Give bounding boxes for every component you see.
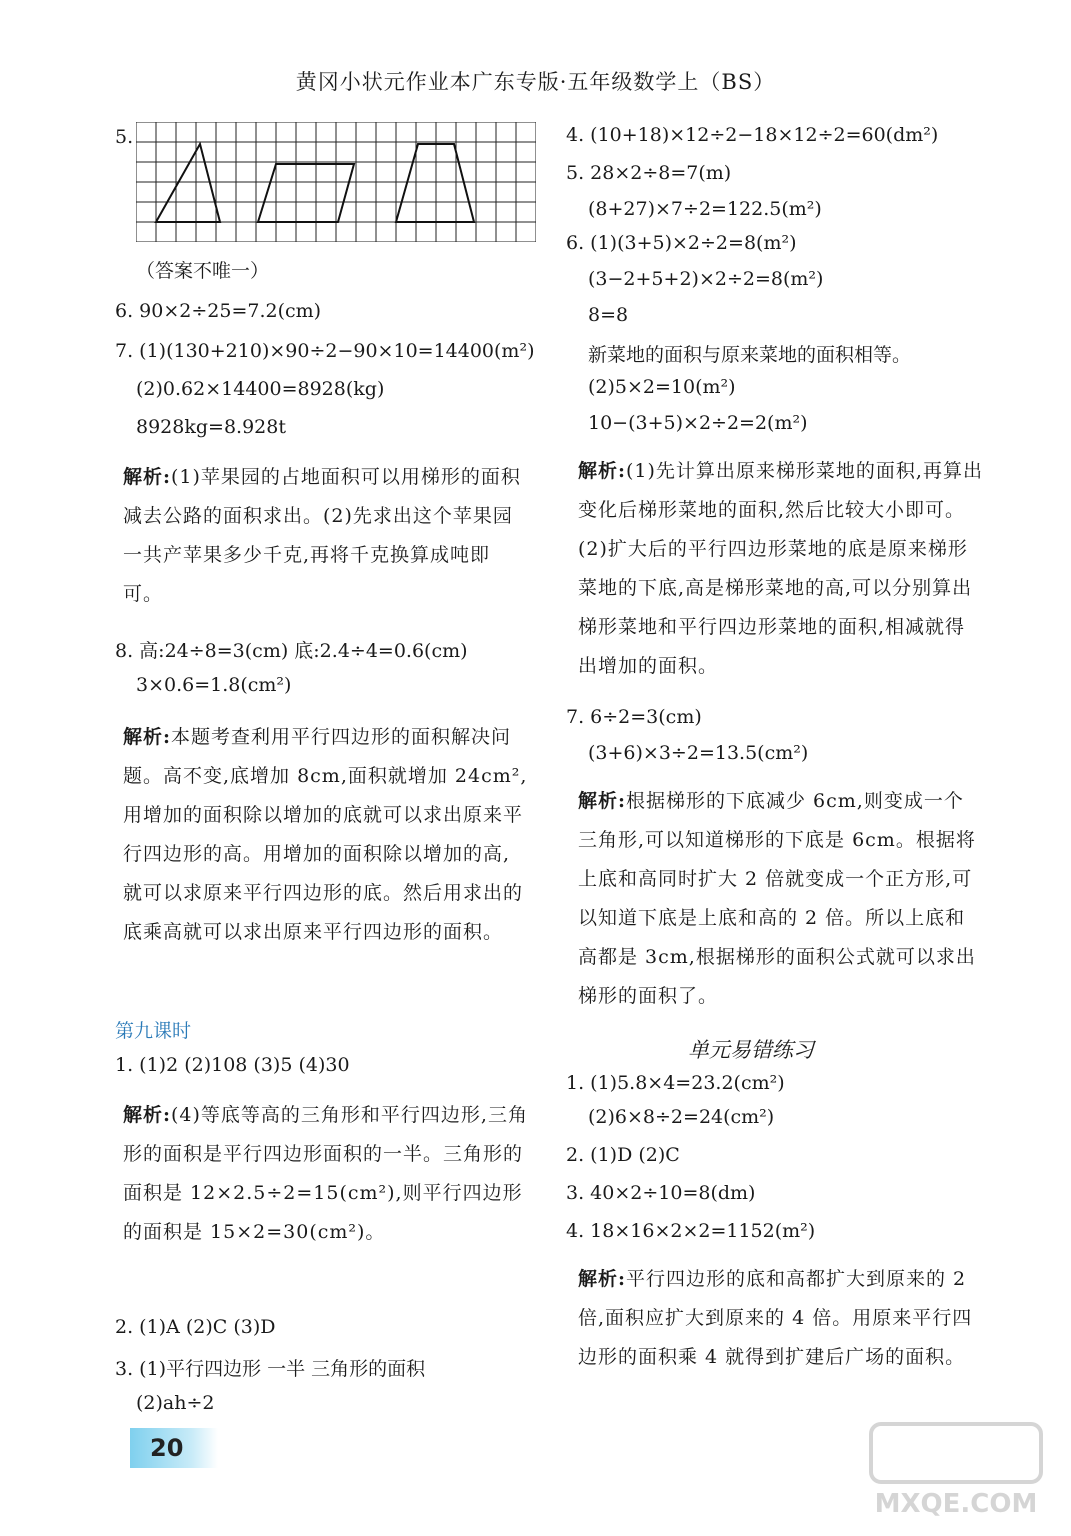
r6-answer-6: 10−(3+5)×2÷2=2(m²) [588,412,808,434]
unit-title: 单元易错练习 [688,1038,814,1062]
s2-answer: 2. (1)A (2)C (3)D [115,1316,276,1338]
s3-answer-2: (2)ah÷2 [136,1392,215,1414]
svg-text:MXQE.COM: MXQE.COM [874,1489,1038,1519]
q5-note: （答案不唯一） [136,260,270,282]
u1-answer-1: 1. (1)5.8×4=23.2(cm²) [566,1072,785,1094]
section-title: 第九课时 [115,1020,192,1042]
q8-analysis: 解析:本题考查利用平行四边形的面积解决问题。高不变,底增加 8cm,面积就增加 24cm²,用增加的面积除以增加的底就可以求出原来平行四边形的高。用增加的面积除以增加的高,就可以求原来平行四边形的底。然后用求出的底乘高就可以求出原来平行四边形的面积。 [123,726,528,943]
q6-answer: 6. 90×2÷25=7.2(cm) [115,300,322,322]
q8-answer-2: 3×0.6=1.8(cm²) [136,674,292,696]
r6-answer-2: (3−2+5+2)×2÷2=8(m²) [588,268,824,290]
r6-answer-1: 6. (1)(3+5)×2÷2=8(m²) [566,232,797,254]
r6-answer-5: (2)5×2=10(m²) [588,376,736,398]
q7-analysis: 解析:(1)苹果园的占地面积可以用梯形的面积减去公路的面积求出。(2)先求出这个苹果园一共产苹果多少千克,再将千克换算成吨即可。 [123,466,521,605]
r7-answer-1: 7. 6÷2=3(cm) [566,706,702,728]
page-header: 黄冈小状元作业本广东专版·五年级数学上（BS） [295,70,776,94]
u2-answer: 2. (1)D (2)C [566,1144,680,1166]
s1-analysis: 解析:(4)等底等高的三角形和平行四边形,三角形的面积是平行四边形面积的一半。三角形的面积是 12×2.5÷2=15(cm²),则平行四边形的面积是 15×2=30(cm²)。 [123,1104,528,1243]
r6-answer-3: 8=8 [588,304,629,326]
q7-answer-1: 7. (1)(130+210)×90÷2−90×10=14400(m²) [115,340,535,362]
page-number: 20 [130,1428,218,1468]
u4-analysis: 解析:平行四边形的底和高都扩大到原来的 2 倍,面积应扩大到原来的 4 倍。用原来平行四边形的面积乘 4 就得到扩建后广场的面积。 [578,1268,973,1368]
u3-answer: 3. 40×2÷10=8(dm) [566,1182,756,1204]
q7-answer-2: (2)0.62×14400=8928(kg) [136,378,385,400]
r5-answer-1: 5. 28×2÷8=7(m) [566,162,732,184]
q8-answer-1: 8. 高:24÷8=3(cm) 底:2.4÷4=0.6(cm) [115,640,468,662]
grid-drawing [136,122,536,242]
trapezoid-shape [258,164,354,222]
r7-answer-2: (3+6)×3÷2=13.5(cm²) [588,742,809,764]
triangle-shape [156,144,220,222]
u4-answer: 4. 18×16×2×2=1152(m²) [566,1220,816,1242]
s1-answer: 1. (1)2 (2)108 (3)5 (4)30 [115,1054,350,1076]
q7-answer-3: 8928kg=8.928t [136,416,286,438]
r6-answer-4: 新菜地的面积与原来菜地的面积相等。 [588,344,912,366]
r5-answer-2: (8+27)×7÷2=122.5(m²) [588,198,822,220]
r4-answer: 4. (10+18)×12÷2−18×12÷2=60(dm²) [566,124,939,146]
u1-answer-2: (2)6×8÷2=24(cm²) [588,1106,775,1128]
r6-analysis: 解析:(1)先计算出原来梯形菜地的面积,再算出变化后梯形菜地的面积,然后比较大小即可。(2)扩大后的平行四边形菜地的底是原来梯形菜地的下底,高是梯形菜地的高,可以分别算出梯形菜地和平行四边形菜地的面积,相减就得出增加的面积。 [578,460,983,677]
s3-answer-1: 3. (1)平行四边形 一半 三角形的面积 [115,1358,426,1380]
trapezoid-shape-2 [396,144,474,222]
r7-analysis: 解析:根据梯形的下底减少 6cm,则变成一个三角形,可以知道梯形的下底是 6cm。根据将上底和高同时扩大 2 倍就变成一个正方形,可以知道下底是上底和高的 2 倍。所以上底和高都是 3cm,根据梯形的面积公式就可以求出梯形的面积了。 [578,790,976,1007]
watermark-logo [861,1416,1051,1526]
question-5-number: 5. [115,126,134,148]
